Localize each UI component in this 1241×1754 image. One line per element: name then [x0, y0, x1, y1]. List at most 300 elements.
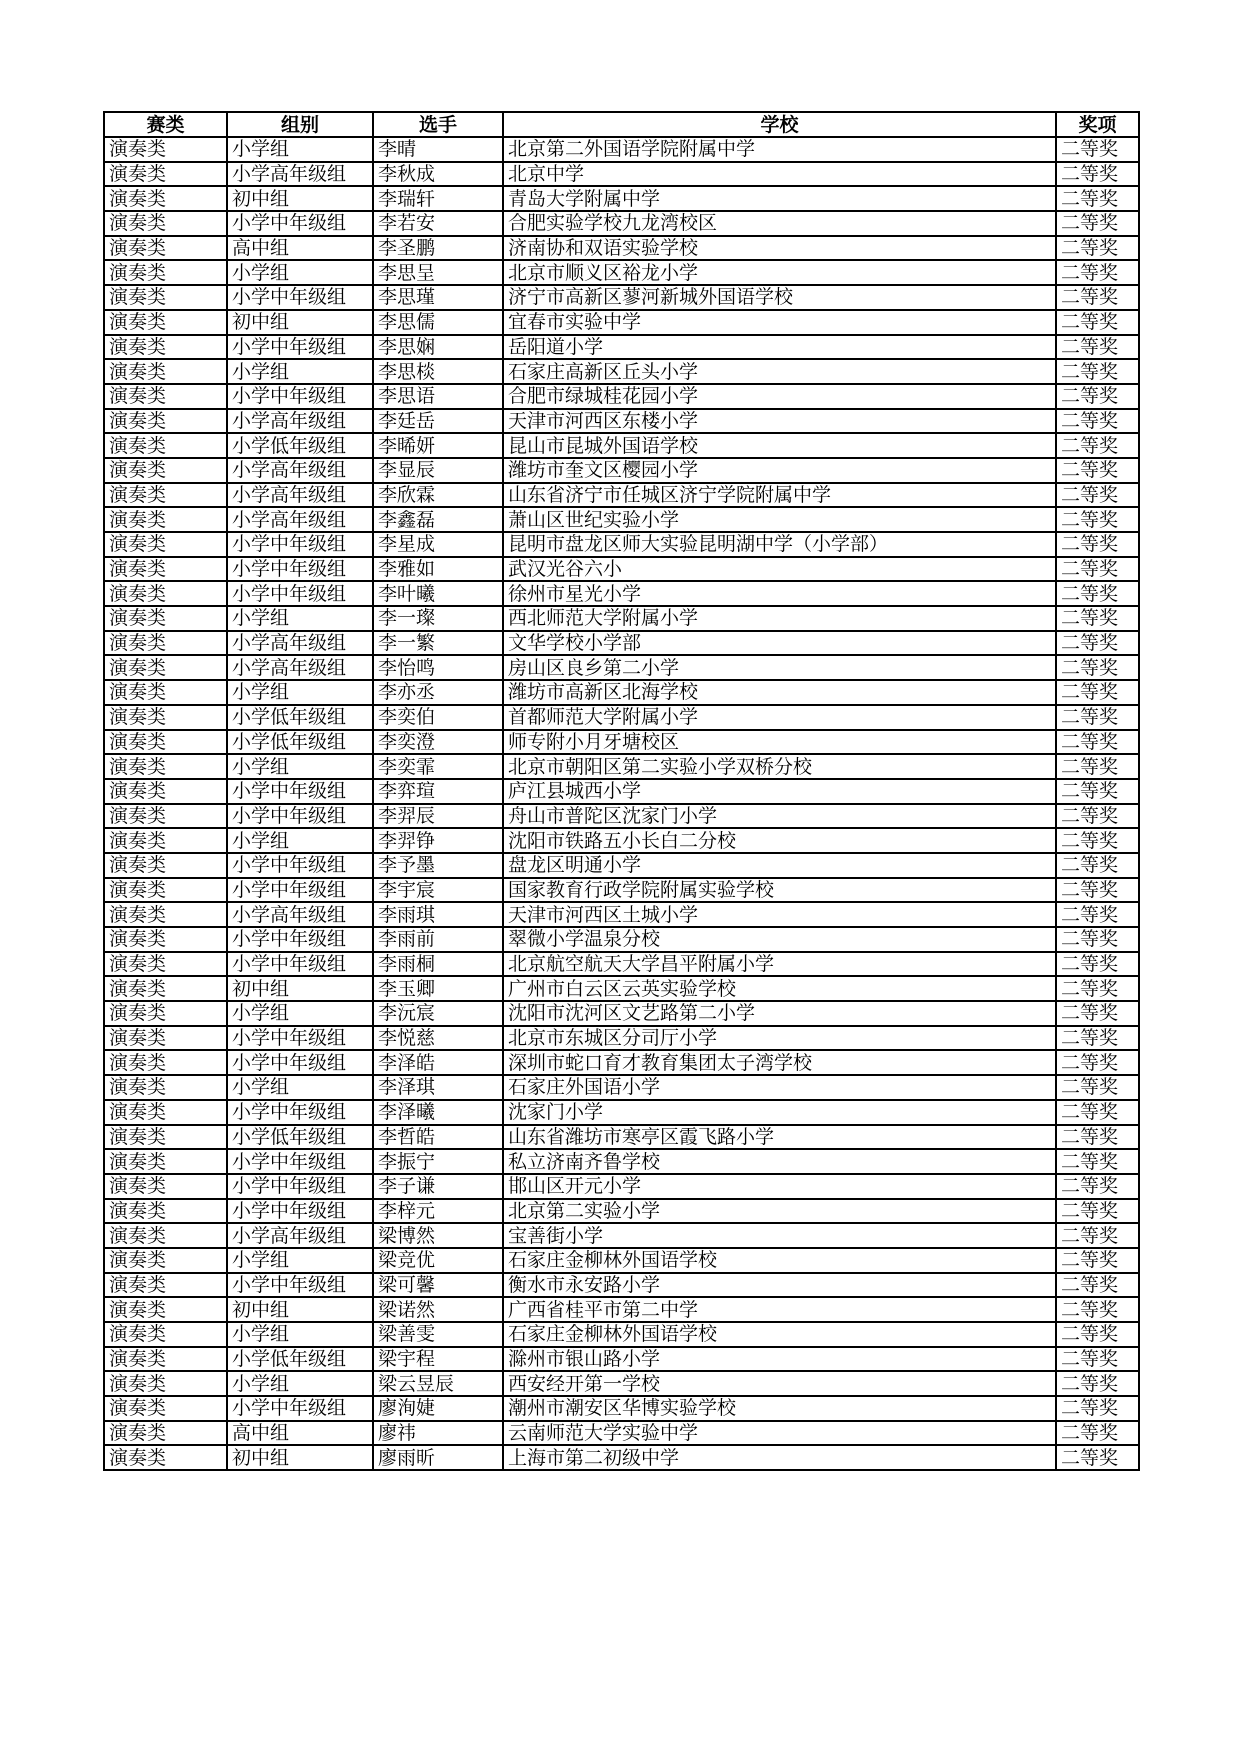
- category-cell: 演奏类: [104, 1421, 227, 1446]
- contestant-cell: 李沅宸: [373, 1001, 503, 1026]
- contestant-cell: 廖洵婕: [373, 1396, 503, 1421]
- school-cell: 宝善街小学: [503, 1223, 1056, 1248]
- table-row: [104, 680, 1139, 705]
- award-cell: 二等奖: [1056, 137, 1139, 162]
- contestant-cell: 李羿铮: [373, 828, 503, 853]
- category-cell: 演奏类: [104, 581, 227, 606]
- group-cell: 小学组: [227, 1371, 373, 1396]
- category-cell: 演奏类: [104, 655, 227, 680]
- school-cell: 沈阳市沈河区文艺路第二小学: [503, 1001, 1056, 1026]
- award-cell: 二等奖: [1056, 1100, 1139, 1125]
- award-cell: 二等奖: [1056, 1396, 1139, 1421]
- contestant-cell: 李子谦: [373, 1174, 503, 1199]
- contestant-cell: 李雅如: [373, 557, 503, 582]
- table-row: [104, 162, 1139, 187]
- school-cell: 云南师范大学实验中学: [503, 1421, 1056, 1446]
- table-row: [104, 285, 1139, 310]
- table-row: [104, 409, 1139, 434]
- category-cell: 演奏类: [104, 557, 227, 582]
- school-cell: 盘龙区明通小学: [503, 853, 1056, 878]
- school-cell: 徐州市星光小学: [503, 581, 1056, 606]
- award-cell: 二等奖: [1056, 1050, 1139, 1075]
- table-row: [104, 1223, 1139, 1248]
- award-cell: 二等奖: [1056, 828, 1139, 853]
- contestant-cell: 梁诺然: [373, 1297, 503, 1322]
- table-row: [104, 1199, 1139, 1224]
- table-row: [104, 1026, 1139, 1051]
- contestant-cell: 李雨桐: [373, 952, 503, 977]
- group-cell: 小学低年级组: [227, 1347, 373, 1372]
- group-cell: 小学中年级组: [227, 779, 373, 804]
- table-row: [104, 507, 1139, 532]
- contestant-cell: 李思语: [373, 384, 503, 409]
- group-cell: 小学组: [227, 680, 373, 705]
- award-cell: 二等奖: [1056, 927, 1139, 952]
- school-cell: 石家庄外国语小学: [503, 1075, 1056, 1100]
- award-cell: 二等奖: [1056, 211, 1139, 236]
- category-cell: 演奏类: [104, 1322, 227, 1347]
- school-cell: 天津市河西区东楼小学: [503, 409, 1056, 434]
- school-cell: 潍坊市奎文区樱园小学: [503, 458, 1056, 483]
- award-cell: 二等奖: [1056, 433, 1139, 458]
- award-cell: 二等奖: [1056, 680, 1139, 705]
- group-cell: 小学中年级组: [227, 1396, 373, 1421]
- table-row: [104, 433, 1139, 458]
- school-cell: 合肥实验学校九龙湾校区: [503, 211, 1056, 236]
- category-cell: 演奏类: [104, 359, 227, 384]
- category-cell: 演奏类: [104, 532, 227, 557]
- table-row: [104, 335, 1139, 360]
- school-cell: 上海市第二初级中学: [503, 1445, 1056, 1470]
- category-cell: 演奏类: [104, 260, 227, 285]
- table-row: [104, 606, 1139, 631]
- contestant-cell: 李雨琪: [373, 902, 503, 927]
- award-cell: 二等奖: [1056, 1421, 1139, 1446]
- table-row: [104, 532, 1139, 557]
- contestant-cell: 李玉卿: [373, 976, 503, 1001]
- contestant-cell: 李叶曦: [373, 581, 503, 606]
- award-cell: 二等奖: [1056, 1026, 1139, 1051]
- award-cell: 二等奖: [1056, 1248, 1139, 1273]
- school-cell: 深圳市蛇口育才教育集团太子湾学校: [503, 1050, 1056, 1075]
- contestant-cell: 李圣鹏: [373, 236, 503, 261]
- school-cell: 衡水市永安路小学: [503, 1273, 1056, 1298]
- group-cell: 小学中年级组: [227, 335, 373, 360]
- contestant-cell: 李思呈: [373, 260, 503, 285]
- category-cell: 演奏类: [104, 433, 227, 458]
- group-cell: 高中组: [227, 1421, 373, 1446]
- group-cell: 小学中年级组: [227, 853, 373, 878]
- award-cell: 二等奖: [1056, 804, 1139, 829]
- contestant-cell: 李秋成: [373, 162, 503, 187]
- category-cell: 演奏类: [104, 804, 227, 829]
- table-row: [104, 754, 1139, 779]
- school-cell: 天津市河西区土城小学: [503, 902, 1056, 927]
- contestant-cell: 李一璨: [373, 606, 503, 631]
- school-cell: 宜春市实验中学: [503, 310, 1056, 335]
- table-row: [104, 1273, 1139, 1298]
- contestant-cell: 李泽皓: [373, 1050, 503, 1075]
- contestant-cell: 李一繁: [373, 631, 503, 656]
- category-cell: 演奏类: [104, 927, 227, 952]
- award-cell: 二等奖: [1056, 655, 1139, 680]
- contestant-cell: 李亦丞: [373, 680, 503, 705]
- group-cell: 小学中年级组: [227, 1174, 373, 1199]
- header-category: 赛类: [104, 112, 227, 137]
- contestant-cell: 李晞妍: [373, 433, 503, 458]
- contestant-cell: 李奕伯: [373, 705, 503, 730]
- group-cell: 小学高年级组: [227, 631, 373, 656]
- contestant-cell: 梁云昱辰: [373, 1371, 503, 1396]
- award-cell: 二等奖: [1056, 458, 1139, 483]
- table-row: [104, 1100, 1139, 1125]
- category-cell: 演奏类: [104, 730, 227, 755]
- category-cell: 演奏类: [104, 1199, 227, 1224]
- group-cell: 小学高年级组: [227, 902, 373, 927]
- category-cell: 演奏类: [104, 483, 227, 508]
- category-cell: 演奏类: [104, 137, 227, 162]
- school-cell: 潍坊市高新区北海学校: [503, 680, 1056, 705]
- table-row: [104, 878, 1139, 903]
- school-cell: 房山区良乡第二小学: [503, 655, 1056, 680]
- contestant-cell: 李奕澄: [373, 730, 503, 755]
- group-cell: 小学中年级组: [227, 878, 373, 903]
- table-row: [104, 828, 1139, 853]
- award-cell: 二等奖: [1056, 1001, 1139, 1026]
- group-cell: 小学组: [227, 260, 373, 285]
- category-cell: 演奏类: [104, 853, 227, 878]
- contestant-cell: 李显辰: [373, 458, 503, 483]
- category-cell: 演奏类: [104, 878, 227, 903]
- category-cell: 演奏类: [104, 952, 227, 977]
- award-cell: 二等奖: [1056, 384, 1139, 409]
- group-cell: 小学组: [227, 137, 373, 162]
- group-cell: 小学中年级组: [227, 285, 373, 310]
- contestant-cell: 李泽曦: [373, 1100, 503, 1125]
- award-cell: 二等奖: [1056, 507, 1139, 532]
- school-cell: 山东省济宁市任城区济宁学院附属中学: [503, 483, 1056, 508]
- school-cell: 潮州市潮安区华博实验学校: [503, 1396, 1056, 1421]
- category-cell: 演奏类: [104, 631, 227, 656]
- header-award: 奖项: [1056, 112, 1139, 137]
- category-cell: 演奏类: [104, 236, 227, 261]
- award-cell: 二等奖: [1056, 1371, 1139, 1396]
- contestant-cell: 李鑫磊: [373, 507, 503, 532]
- school-cell: 舟山市普陀区沈家门小学: [503, 804, 1056, 829]
- category-cell: 演奏类: [104, 458, 227, 483]
- school-cell: 北京第二实验小学: [503, 1199, 1056, 1224]
- school-cell: 武汉光谷六小: [503, 557, 1056, 582]
- category-cell: 演奏类: [104, 162, 227, 187]
- group-cell: 小学中年级组: [227, 1100, 373, 1125]
- contestant-cell: 李羿辰: [373, 804, 503, 829]
- group-cell: 初中组: [227, 976, 373, 1001]
- contestant-cell: 李宇宸: [373, 878, 503, 903]
- category-cell: 演奏类: [104, 1371, 227, 1396]
- category-cell: 演奏类: [104, 1273, 227, 1298]
- category-cell: 演奏类: [104, 1125, 227, 1150]
- school-cell: 石家庄金柳林外国语学校: [503, 1322, 1056, 1347]
- category-cell: 演奏类: [104, 1050, 227, 1075]
- contestant-cell: 李雨前: [373, 927, 503, 952]
- category-cell: 演奏类: [104, 1445, 227, 1470]
- award-cell: 二等奖: [1056, 359, 1139, 384]
- table-row: [104, 1149, 1139, 1174]
- group-cell: 小学高年级组: [227, 458, 373, 483]
- category-cell: 演奏类: [104, 902, 227, 927]
- category-cell: 演奏类: [104, 606, 227, 631]
- category-cell: 演奏类: [104, 335, 227, 360]
- category-cell: 演奏类: [104, 1149, 227, 1174]
- table-row: [104, 1050, 1139, 1075]
- award-cell: 二等奖: [1056, 310, 1139, 335]
- table-row: [104, 952, 1139, 977]
- table-row: [104, 186, 1139, 211]
- contestant-cell: 梁竞优: [373, 1248, 503, 1273]
- award-cell: 二等奖: [1056, 409, 1139, 434]
- table-row: [104, 976, 1139, 1001]
- table-row: [104, 384, 1139, 409]
- school-cell: 北京市顺义区裕龙小学: [503, 260, 1056, 285]
- group-cell: 初中组: [227, 1445, 373, 1470]
- school-cell: 合肥市绿城桂花园小学: [503, 384, 1056, 409]
- category-cell: 演奏类: [104, 1026, 227, 1051]
- contestant-cell: 李星成: [373, 532, 503, 557]
- group-cell: 小学组: [227, 754, 373, 779]
- school-cell: 北京第二外国语学院附属中学: [503, 137, 1056, 162]
- contestant-cell: 李怡鸣: [373, 655, 503, 680]
- table-row: [104, 557, 1139, 582]
- table-row: [104, 705, 1139, 730]
- group-cell: 小学中年级组: [227, 1273, 373, 1298]
- table-row: [104, 1297, 1139, 1322]
- group-cell: 小学高年级组: [227, 409, 373, 434]
- school-cell: 邯山区开元小学: [503, 1174, 1056, 1199]
- category-cell: 演奏类: [104, 1396, 227, 1421]
- award-cell: 二等奖: [1056, 581, 1139, 606]
- category-cell: 演奏类: [104, 828, 227, 853]
- category-cell: 演奏类: [104, 285, 227, 310]
- group-cell: 小学低年级组: [227, 705, 373, 730]
- award-cell: 二等奖: [1056, 853, 1139, 878]
- contestant-cell: 李振宁: [373, 1149, 503, 1174]
- table-row: [104, 655, 1139, 680]
- award-cell: 二等奖: [1056, 754, 1139, 779]
- category-cell: 演奏类: [104, 1347, 227, 1372]
- award-table: [103, 111, 1140, 1471]
- group-cell: 小学组: [227, 1001, 373, 1026]
- category-cell: 演奏类: [104, 1223, 227, 1248]
- contestant-cell: 李思棪: [373, 359, 503, 384]
- contestant-cell: 李予墨: [373, 853, 503, 878]
- header-contestant: 选手: [373, 112, 503, 137]
- group-cell: 小学中年级组: [227, 581, 373, 606]
- award-cell: 二等奖: [1056, 1149, 1139, 1174]
- group-cell: 小学中年级组: [227, 952, 373, 977]
- category-cell: 演奏类: [104, 680, 227, 705]
- contestant-cell: 李廷岳: [373, 409, 503, 434]
- group-cell: 小学高年级组: [227, 1223, 373, 1248]
- table-row: [104, 137, 1139, 162]
- table-row: [104, 853, 1139, 878]
- school-cell: 沈家门小学: [503, 1100, 1056, 1125]
- award-cell: 二等奖: [1056, 162, 1139, 187]
- school-cell: 西北师范大学附属小学: [503, 606, 1056, 631]
- group-cell: 小学高年级组: [227, 483, 373, 508]
- group-cell: 小学中年级组: [227, 1026, 373, 1051]
- school-cell: 翠微小学温泉分校: [503, 927, 1056, 952]
- group-cell: 小学高年级组: [227, 507, 373, 532]
- category-cell: 演奏类: [104, 779, 227, 804]
- category-cell: 演奏类: [104, 1174, 227, 1199]
- group-cell: 小学组: [227, 1322, 373, 1347]
- award-cell: 二等奖: [1056, 1273, 1139, 1298]
- contestant-cell: 梁宇程: [373, 1347, 503, 1372]
- school-cell: 萧山区世纪实验小学: [503, 507, 1056, 532]
- group-cell: 小学组: [227, 606, 373, 631]
- school-cell: 昆明市盘龙区师大实验昆明湖中学（小学部）: [503, 532, 1056, 557]
- contestant-cell: 李若安: [373, 211, 503, 236]
- award-cell: 二等奖: [1056, 952, 1139, 977]
- group-cell: 小学中年级组: [227, 211, 373, 236]
- table-row: [104, 581, 1139, 606]
- category-cell: 演奏类: [104, 705, 227, 730]
- contestant-cell: 李梓元: [373, 1199, 503, 1224]
- group-cell: 小学低年级组: [227, 433, 373, 458]
- award-cell: 二等奖: [1056, 705, 1139, 730]
- table-row: [104, 1248, 1139, 1273]
- group-cell: 小学中年级组: [227, 532, 373, 557]
- school-cell: 青岛大学附属中学: [503, 186, 1056, 211]
- award-cell: 二等奖: [1056, 186, 1139, 211]
- school-cell: 首都师范大学附属小学: [503, 705, 1056, 730]
- table-row: [104, 1001, 1139, 1026]
- award-cell: 二等奖: [1056, 557, 1139, 582]
- contestant-cell: 李思瑾: [373, 285, 503, 310]
- school-cell: 北京市朝阳区第二实验小学双桥分校: [503, 754, 1056, 779]
- table-row: [104, 458, 1139, 483]
- contestant-cell: 李思娴: [373, 335, 503, 360]
- school-cell: 山东省潍坊市寒亭区霞飞路小学: [503, 1125, 1056, 1150]
- contestant-cell: 李泽琪: [373, 1075, 503, 1100]
- contestant-cell: 梁博然: [373, 1223, 503, 1248]
- award-cell: 二等奖: [1056, 1347, 1139, 1372]
- table-row: [104, 1347, 1139, 1372]
- table-row: [104, 927, 1139, 952]
- school-cell: 济南协和双语实验学校: [503, 236, 1056, 261]
- group-cell: 小学中年级组: [227, 1149, 373, 1174]
- school-cell: 济宁市高新区蓼河新城外国语学校: [503, 285, 1056, 310]
- contestant-cell: 廖雨昕: [373, 1445, 503, 1470]
- contestant-cell: 李晴: [373, 137, 503, 162]
- award-cell: 二等奖: [1056, 1223, 1139, 1248]
- school-cell: 北京航空航天大学昌平附属小学: [503, 952, 1056, 977]
- category-cell: 演奏类: [104, 409, 227, 434]
- award-cell: 二等奖: [1056, 1297, 1139, 1322]
- award-cell: 二等奖: [1056, 779, 1139, 804]
- category-cell: 演奏类: [104, 507, 227, 532]
- table-header-row: [104, 112, 1139, 137]
- school-cell: 广西省桂平市第二中学: [503, 1297, 1056, 1322]
- school-cell: 庐江县城西小学: [503, 779, 1056, 804]
- table-row: [104, 902, 1139, 927]
- category-cell: 演奏类: [104, 976, 227, 1001]
- table-row: [104, 1371, 1139, 1396]
- group-cell: 小学组: [227, 1075, 373, 1100]
- table-row: [104, 1445, 1139, 1470]
- contestant-cell: 梁可馨: [373, 1273, 503, 1298]
- school-cell: 石家庄高新区丘头小学: [503, 359, 1056, 384]
- group-cell: 初中组: [227, 186, 373, 211]
- contestant-cell: 李哲皓: [373, 1125, 503, 1150]
- group-cell: 小学高年级组: [227, 655, 373, 680]
- group-cell: 高中组: [227, 236, 373, 261]
- table-row: [104, 211, 1139, 236]
- award-cell: 二等奖: [1056, 878, 1139, 903]
- group-cell: 初中组: [227, 310, 373, 335]
- table-row: [104, 1125, 1139, 1150]
- group-cell: 小学中年级组: [227, 1199, 373, 1224]
- contestant-cell: 梁善雯: [373, 1322, 503, 1347]
- school-cell: 师专附小月牙塘校区: [503, 730, 1056, 755]
- school-cell: 国家教育行政学院附属实验学校: [503, 878, 1056, 903]
- contestant-cell: 李欣霖: [373, 483, 503, 508]
- category-cell: 演奏类: [104, 1100, 227, 1125]
- group-cell: 初中组: [227, 1297, 373, 1322]
- group-cell: 小学中年级组: [227, 1050, 373, 1075]
- table-row: [104, 631, 1139, 656]
- award-cell: 二等奖: [1056, 1075, 1139, 1100]
- category-cell: 演奏类: [104, 754, 227, 779]
- table-row: [104, 310, 1139, 335]
- group-cell: 小学中年级组: [227, 384, 373, 409]
- award-cell: 二等奖: [1056, 631, 1139, 656]
- table-row: [104, 1421, 1139, 1446]
- contestant-cell: 李思儒: [373, 310, 503, 335]
- group-cell: 小学低年级组: [227, 730, 373, 755]
- school-cell: 昆山市昆城外国语学校: [503, 433, 1056, 458]
- school-cell: 西安经开第一学校: [503, 1371, 1056, 1396]
- group-cell: 小学高年级组: [227, 162, 373, 187]
- table-row: [104, 236, 1139, 261]
- school-cell: 文华学校小学部: [503, 631, 1056, 656]
- category-cell: 演奏类: [104, 1075, 227, 1100]
- award-cell: 二等奖: [1056, 1174, 1139, 1199]
- table-row: [104, 260, 1139, 285]
- contestant-cell: 李奕霏: [373, 754, 503, 779]
- school-cell: 石家庄金柳林外国语学校: [503, 1248, 1056, 1273]
- award-cell: 二等奖: [1056, 902, 1139, 927]
- school-cell: 北京中学: [503, 162, 1056, 187]
- award-cell: 二等奖: [1056, 260, 1139, 285]
- table-row: [104, 483, 1139, 508]
- category-cell: 演奏类: [104, 310, 227, 335]
- category-cell: 演奏类: [104, 1248, 227, 1273]
- group-cell: 小学组: [227, 828, 373, 853]
- award-cell: 二等奖: [1056, 606, 1139, 631]
- award-cell: 二等奖: [1056, 976, 1139, 1001]
- table-row: [104, 1396, 1139, 1421]
- award-cell: 二等奖: [1056, 730, 1139, 755]
- group-cell: 小学组: [227, 359, 373, 384]
- header-group: 组别: [227, 112, 373, 137]
- category-cell: 演奏类: [104, 384, 227, 409]
- table-row: [104, 779, 1139, 804]
- award-cell: 二等奖: [1056, 236, 1139, 261]
- award-cell: 二等奖: [1056, 335, 1139, 360]
- contestant-cell: 李瑞轩: [373, 186, 503, 211]
- table-row: [104, 1174, 1139, 1199]
